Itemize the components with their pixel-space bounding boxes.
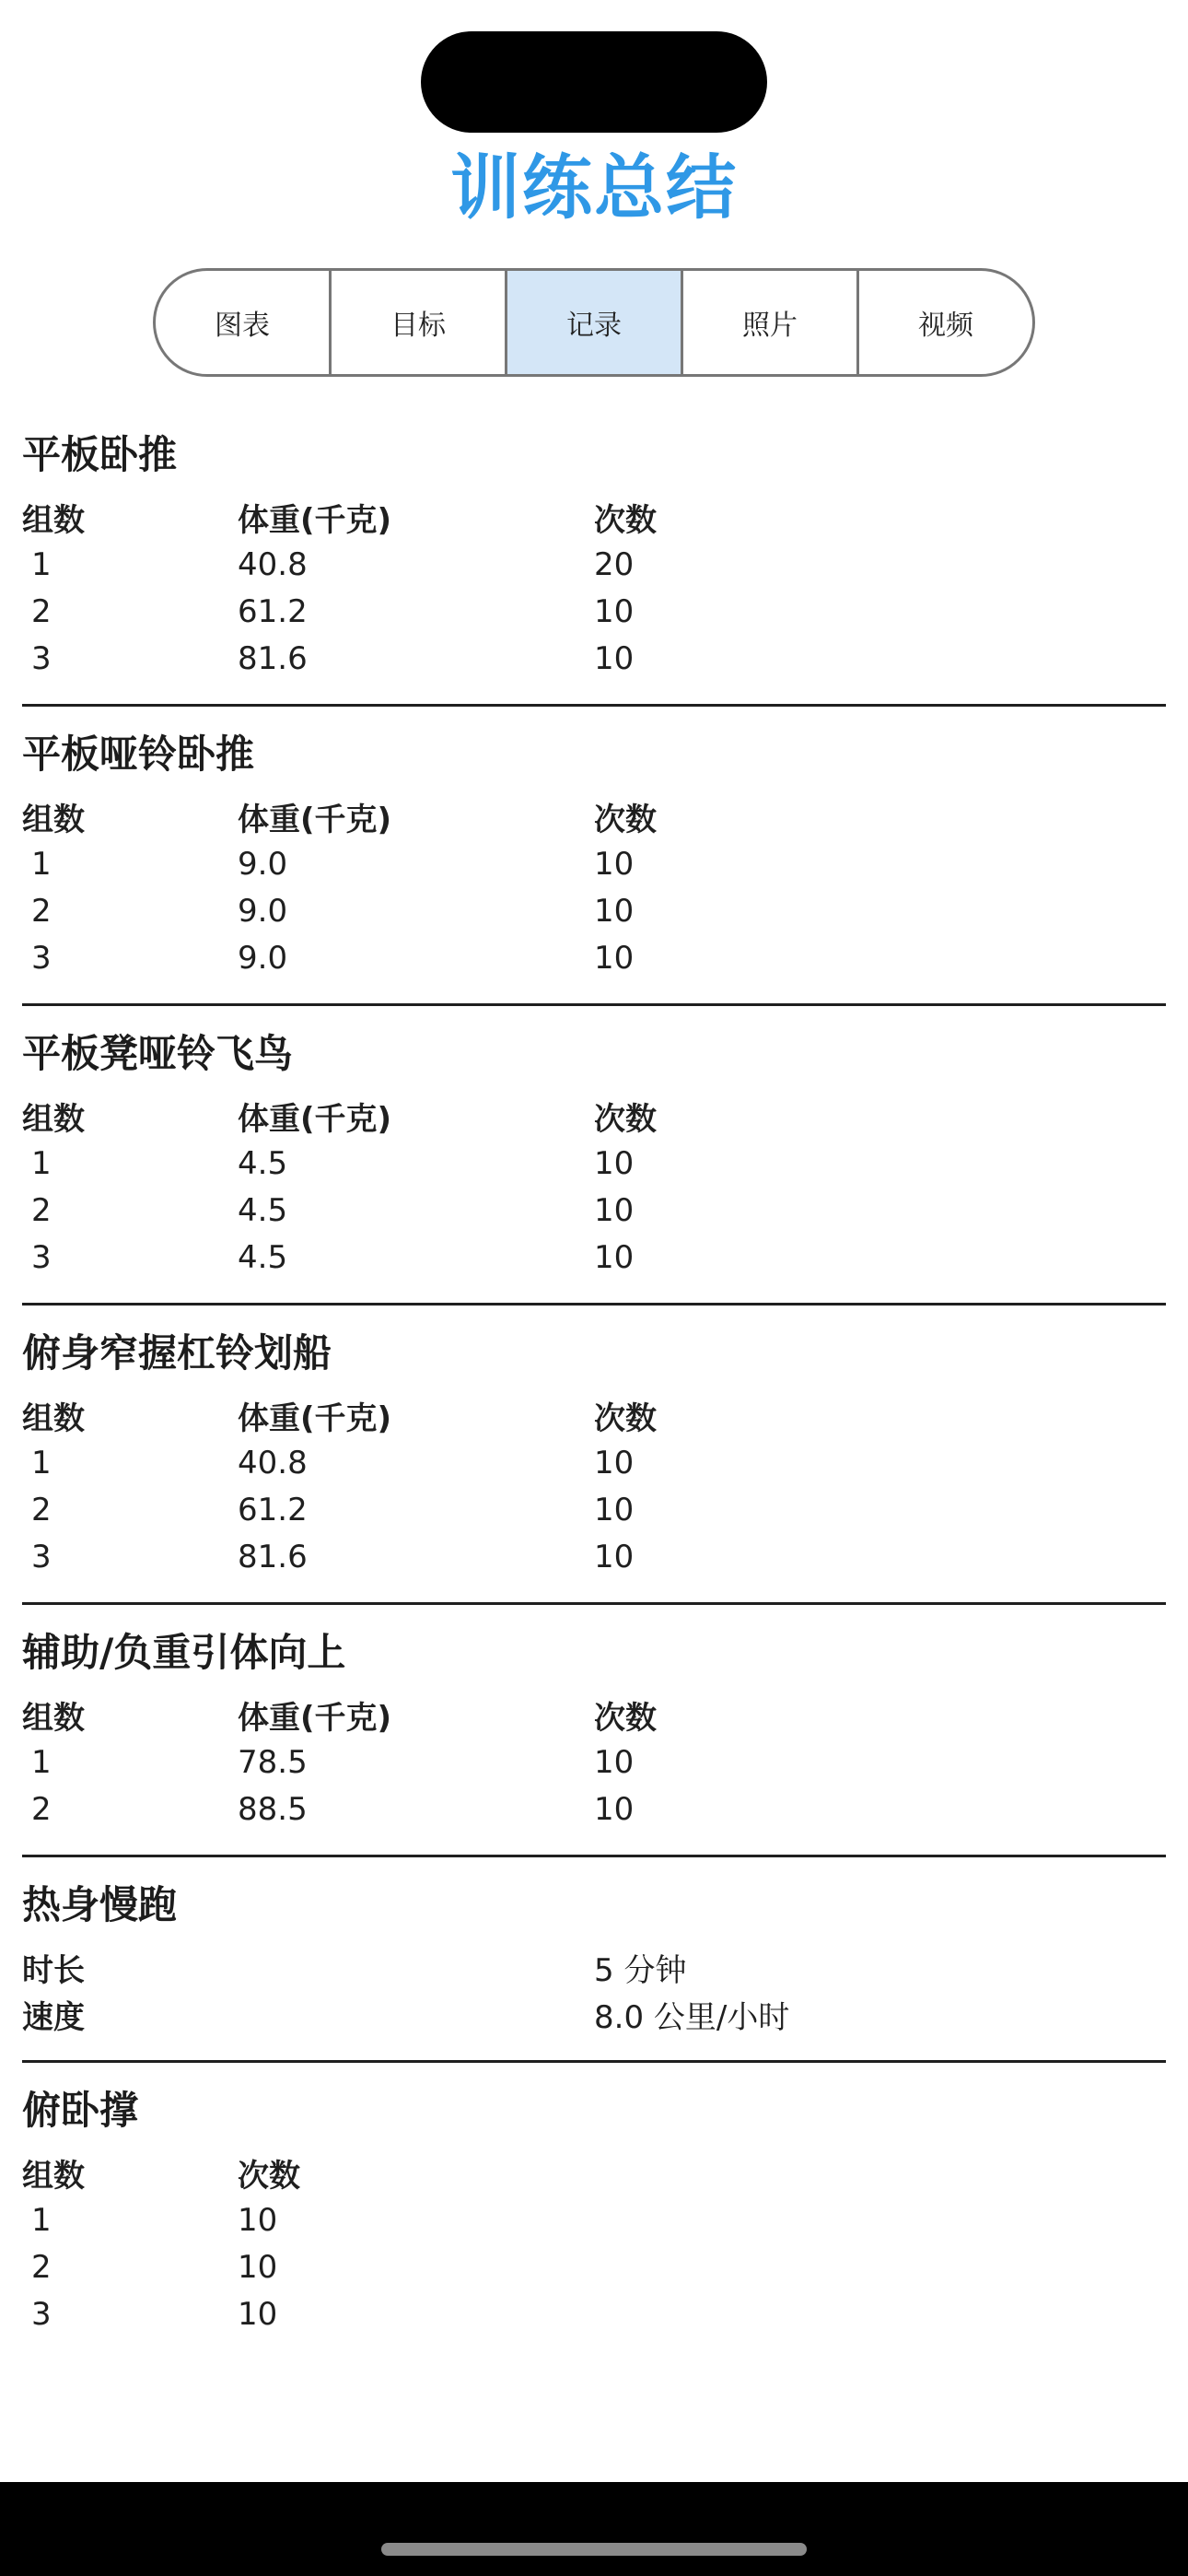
exercise-section bbox=[22, 707, 1166, 1006]
table-row bbox=[22, 1786, 1166, 1832]
set-weight: 4.5 bbox=[238, 1144, 288, 1182]
header-reps: 次数 bbox=[594, 502, 657, 539]
set-reps: 10 bbox=[594, 939, 635, 977]
header-sets: 组数 bbox=[22, 1700, 85, 1737]
table-row bbox=[22, 887, 1166, 934]
table-header bbox=[22, 793, 1166, 840]
table-row bbox=[22, 2290, 1166, 2337]
table-row bbox=[22, 2196, 1166, 2243]
set-number: 3 bbox=[31, 639, 52, 677]
header-sets: 组数 bbox=[22, 802, 85, 838]
duration-row bbox=[22, 1944, 1166, 1991]
exercise-title: 平板哑铃卧推 bbox=[22, 732, 255, 777]
table-row bbox=[22, 934, 1166, 981]
table-row bbox=[22, 1486, 1166, 1533]
set-reps: 10 bbox=[594, 1144, 635, 1182]
table-row bbox=[22, 1140, 1166, 1187]
table-row bbox=[22, 1234, 1166, 1281]
set-number: 1 bbox=[31, 1144, 52, 1182]
set-number: 2 bbox=[31, 892, 52, 930]
exercise-title: 平板凳哑铃飞鸟 bbox=[22, 1031, 294, 1076]
table-row bbox=[22, 840, 1166, 887]
set-reps: 10 bbox=[594, 1538, 635, 1575]
header-reps: 次数 bbox=[238, 2158, 300, 2195]
set-number: 2 bbox=[31, 1191, 52, 1229]
page-title: 训练总结 bbox=[450, 146, 738, 228]
set-weight: 61.2 bbox=[238, 592, 308, 630]
table-row bbox=[22, 1739, 1166, 1786]
set-number: 3 bbox=[31, 1538, 52, 1575]
set-reps: 10 bbox=[238, 2295, 278, 2333]
header-weight: 体重(千克) bbox=[238, 1700, 392, 1737]
header-reps: 次数 bbox=[594, 1400, 657, 1437]
table-row bbox=[22, 2243, 1166, 2290]
set-weight: 4.5 bbox=[238, 1238, 288, 1276]
set-reps: 10 bbox=[594, 1191, 635, 1229]
table-row bbox=[22, 635, 1166, 682]
table-header bbox=[22, 1093, 1166, 1140]
set-number: 3 bbox=[31, 2295, 52, 2333]
set-reps: 10 bbox=[594, 1743, 635, 1781]
table-header bbox=[22, 1692, 1166, 1739]
set-reps: 10 bbox=[238, 2248, 278, 2286]
table-header bbox=[22, 494, 1166, 541]
header-weight: 体重(千克) bbox=[238, 802, 392, 838]
table-row bbox=[22, 1187, 1166, 1234]
duration-label: 时长 bbox=[22, 1952, 85, 1989]
exercise-section bbox=[22, 1306, 1166, 1605]
speed-value: 8.0 公里/小时 bbox=[594, 1999, 790, 2036]
cardio-section bbox=[22, 1857, 1166, 2063]
table-header bbox=[22, 2149, 1166, 2196]
set-number: 2 bbox=[31, 1491, 52, 1528]
header-sets: 组数 bbox=[22, 2158, 85, 2195]
set-weight: 9.0 bbox=[238, 892, 288, 930]
set-weight: 61.2 bbox=[238, 1491, 308, 1528]
exercise-title: 平板卧推 bbox=[22, 432, 178, 477]
bottom-bar bbox=[0, 2482, 1188, 2576]
exercise-section bbox=[22, 1006, 1166, 1306]
dynamic-island bbox=[421, 31, 767, 133]
home-indicator[interactable] bbox=[381, 2543, 807, 2556]
set-number: 2 bbox=[31, 592, 52, 630]
set-number: 2 bbox=[31, 2248, 52, 2286]
exercise-title: 辅助/负重引体向上 bbox=[22, 1630, 346, 1675]
set-reps: 10 bbox=[594, 639, 635, 677]
tab-goals[interactable]: 目标 bbox=[332, 271, 507, 374]
speed-label: 速度 bbox=[22, 1999, 85, 2036]
set-number: 3 bbox=[31, 1238, 52, 1276]
table-header bbox=[22, 1392, 1166, 1439]
set-reps: 10 bbox=[594, 1491, 635, 1528]
set-reps: 10 bbox=[238, 2201, 278, 2239]
exercise-title: 俯身窄握杠铃划船 bbox=[22, 1330, 332, 1376]
header-sets: 组数 bbox=[22, 1400, 85, 1437]
set-number: 1 bbox=[31, 2201, 52, 2239]
set-weight: 81.6 bbox=[238, 639, 308, 677]
header-weight: 体重(千克) bbox=[238, 1400, 392, 1437]
table-row bbox=[22, 541, 1166, 588]
records-list bbox=[22, 413, 1166, 2359]
segmented-control bbox=[153, 268, 1035, 377]
set-weight: 4.5 bbox=[238, 1191, 288, 1229]
header-sets: 组数 bbox=[22, 1101, 85, 1138]
set-number: 1 bbox=[31, 1444, 52, 1481]
table-row bbox=[22, 588, 1166, 635]
set-weight: 40.8 bbox=[238, 1444, 308, 1481]
tab-records[interactable]: 记录 bbox=[507, 271, 683, 374]
set-number: 1 bbox=[31, 1743, 52, 1781]
tab-videos[interactable]: 视频 bbox=[918, 310, 973, 342]
tab-chart[interactable]: 图表 bbox=[156, 271, 332, 374]
set-weight: 78.5 bbox=[238, 1743, 308, 1781]
set-number: 3 bbox=[31, 939, 52, 977]
exercise-title: 俯卧撑 bbox=[22, 2088, 139, 2133]
set-weight: 9.0 bbox=[238, 845, 288, 883]
header-reps: 次数 bbox=[594, 1101, 657, 1138]
exercise-section bbox=[22, 413, 1166, 707]
set-reps: 10 bbox=[594, 1790, 635, 1828]
exercise-section bbox=[22, 2063, 1166, 2359]
set-reps: 20 bbox=[594, 545, 635, 583]
set-number: 2 bbox=[31, 1790, 52, 1828]
set-weight: 81.6 bbox=[238, 1538, 308, 1575]
header-weight: 体重(千克) bbox=[238, 1101, 392, 1138]
tab-photos[interactable]: 照片 bbox=[683, 271, 859, 374]
speed-row bbox=[22, 1991, 1166, 2038]
set-weight: 88.5 bbox=[238, 1790, 308, 1828]
table-row bbox=[22, 1533, 1166, 1580]
table-row bbox=[22, 1439, 1166, 1486]
header-weight: 体重(千克) bbox=[238, 502, 392, 539]
set-weight: 9.0 bbox=[238, 939, 288, 977]
set-reps: 10 bbox=[594, 845, 635, 883]
set-reps: 10 bbox=[594, 592, 635, 630]
set-reps: 10 bbox=[594, 1238, 635, 1276]
set-weight: 40.8 bbox=[238, 545, 308, 583]
exercise-title: 热身慢跑 bbox=[22, 1882, 178, 1927]
set-number: 1 bbox=[31, 845, 52, 883]
set-reps: 10 bbox=[594, 892, 635, 930]
header-reps: 次数 bbox=[594, 802, 657, 838]
duration-value: 5 分钟 bbox=[594, 1952, 687, 1989]
header-reps: 次数 bbox=[594, 1700, 657, 1737]
exercise-section bbox=[22, 1605, 1166, 1857]
set-number: 1 bbox=[31, 545, 52, 583]
set-reps: 10 bbox=[594, 1444, 635, 1481]
header-sets: 组数 bbox=[22, 502, 85, 539]
